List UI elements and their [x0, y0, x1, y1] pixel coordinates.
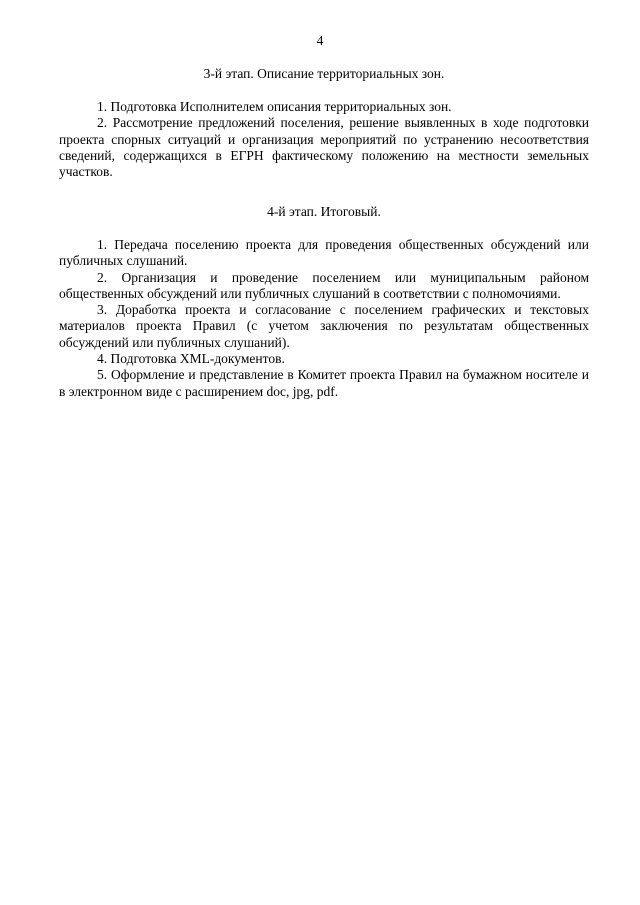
- stage3-item-1: 1. Подготовка Исполнителем описания территориальных зон.: [97, 99, 452, 114]
- stage4-item-2: 2. Организация и проведение поселением или муниципальным районом общественных обсуждений или публичных слушаний в соответствии с полномочиями.: [59, 269, 589, 301]
- page-number: 4: [316, 33, 324, 48]
- stage4-item-5: 5. Оформление и представление в Комитет проекта Правил на бумажном носителе и в электронном виде с расширением doc, jpg, pdf.: [59, 367, 589, 399]
- stage3-title: 3-й этап. Описание территориальных зон.: [203, 66, 445, 81]
- stage4-title: 4-й этап. Итоговый.: [267, 204, 381, 219]
- stage4-list: [59, 237, 589, 400]
- stage4-item-4: 4. Подготовка XML-документов.: [97, 351, 285, 367]
- stage3-item-2: 2. Рассмотрение предложений поселения, решение выявленных в ходе подготовки проекта спорных ситуаций и организация мероприятий по устранению несоответствия сведений, содержащихся в ЕГРН фактическому положению на местности земельных участков.: [59, 115, 589, 180]
- stage3-list: [59, 99, 589, 180]
- stage4-item-1: 1. Передача поселению проекта для проведения общественных обсуждений или публичных слушаний.: [59, 237, 589, 269]
- stage4-section: [59, 204, 589, 220]
- stage3-section: [59, 66, 589, 82]
- stage4-item-3: 3. Доработка проекта и согласование с поселением графических и текстовых материалов проекта Правил (с учетом заключения по результатам общественных обсуждений или публичных слушаний).: [59, 302, 589, 350]
